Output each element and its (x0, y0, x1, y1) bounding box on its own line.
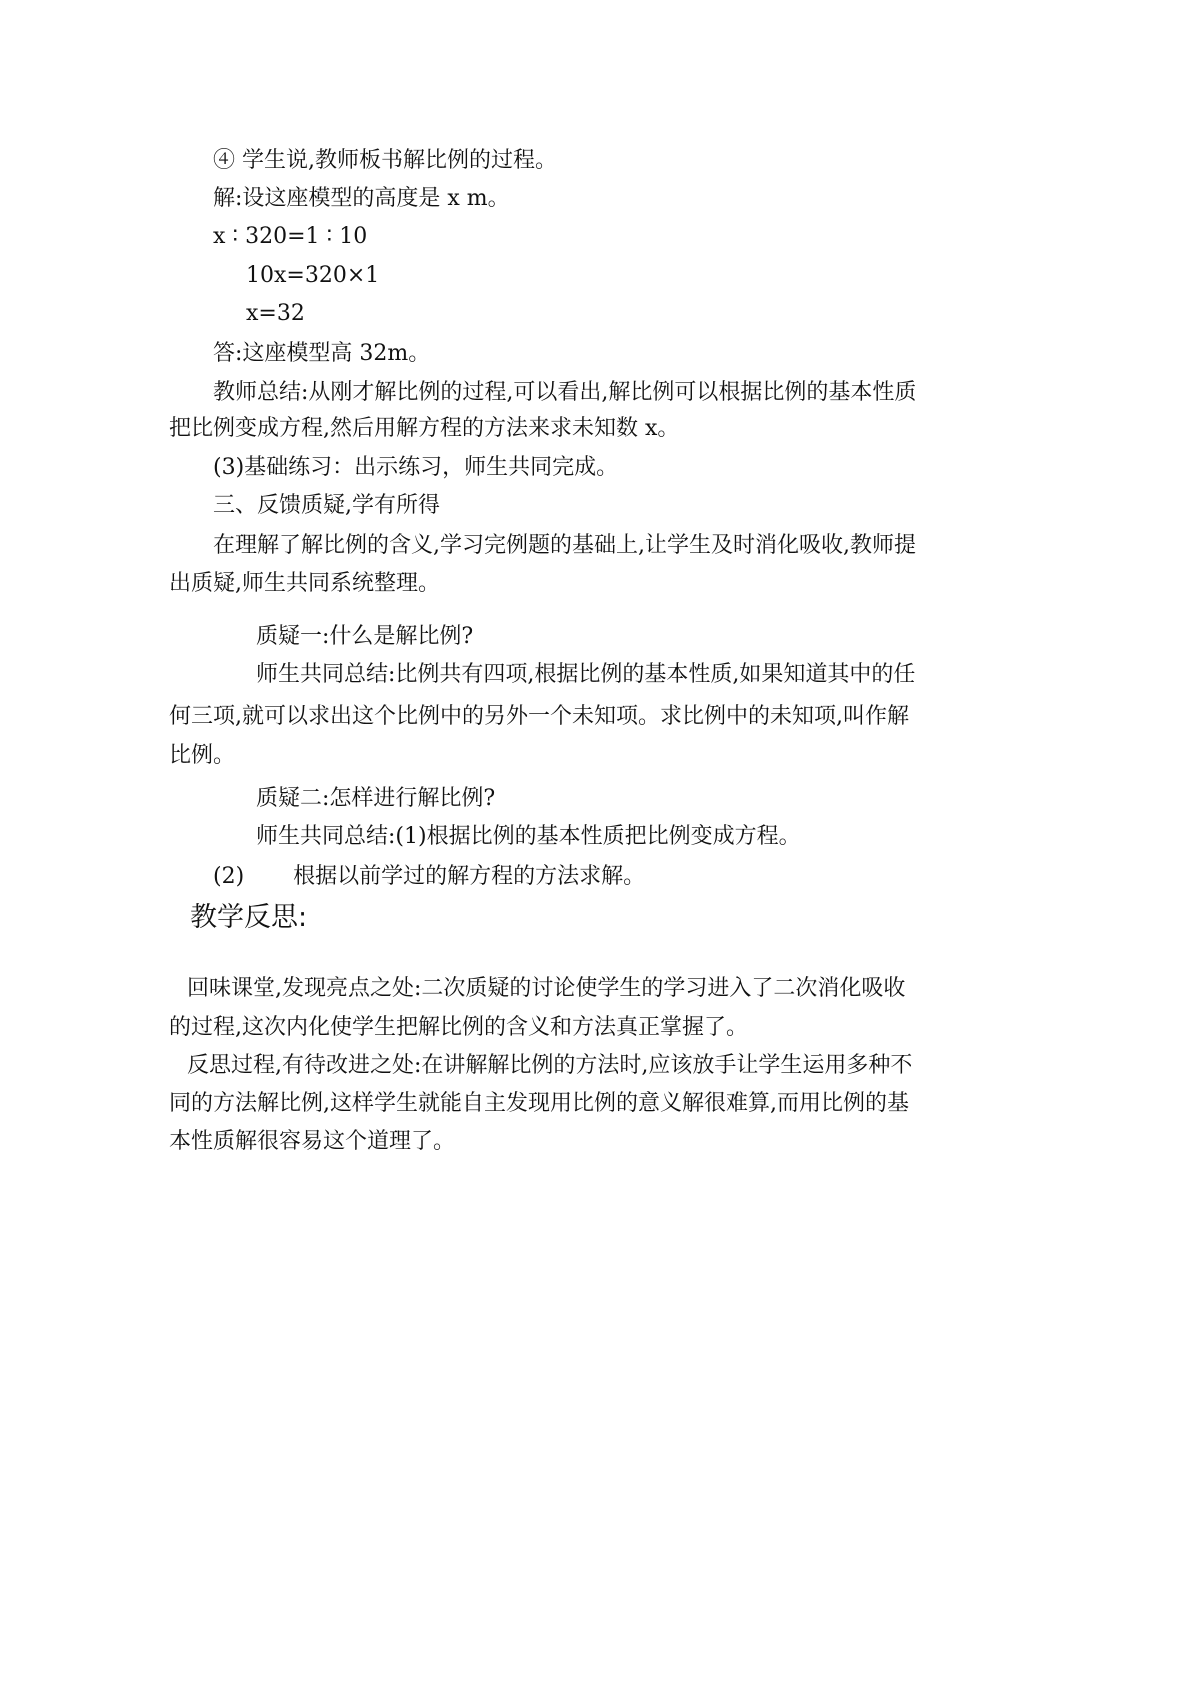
equation-step-1: 10x=320×1 (246, 263, 380, 288)
joint-summary-1-line-3: 比例。 (169, 743, 236, 768)
question-two: 质疑二:怎样进行解比例? (256, 786, 496, 811)
answer-line: 答:这座模型高 32m。 (213, 341, 431, 366)
joint-summary-1-line-1: 师生共同总结:比例共有四项,根据比例的基本性质,如果知道其中的任 (256, 662, 916, 687)
question-one: 质疑一:什么是解比例? (256, 624, 474, 649)
section-three-heading: 三、反馈质疑,学有所得 (213, 493, 440, 518)
proportion-equation: x ∶ 320=1 ∶ 10 (213, 224, 368, 249)
reflection-line-3: 反思过程,有待改进之处:在讲解解比例的方法时,应该放手让学生运用多种不 (187, 1053, 913, 1078)
paragraph-line-2: 出质疑,师生共同系统整理。 (169, 571, 440, 596)
reflection-line-2: 的过程,这次内化使学生把解比例的含义和方法真正掌握了。 (169, 1015, 748, 1040)
basic-practice: (3)基础练习：出示练习，师生共同完成。 (213, 455, 619, 480)
paragraph-line-1: 在理解了解比例的含义,学习完例题的基础上,让学生及时消化吸收,教师提 (213, 533, 916, 558)
joint-summary-2-line-2: (2) 根据以前学过的解方程的方法求解。 (213, 864, 646, 889)
solution-setup: 解:设这座模型的高度是 x m。 (213, 186, 510, 211)
reflection-line-5: 本性质解很容易这个道理了。 (169, 1129, 456, 1154)
joint-summary-1-line-2: 何三项,就可以求出这个比例中的另外一个未知项。求比例中的未知项,叫作解 (169, 704, 909, 729)
reflection-line-1: 回味课堂,发现亮点之处:二次质疑的讨论使学生的学习进入了二次消化吸收 (187, 976, 906, 1001)
joint-summary-2-line-1: 师生共同总结:(1)根据比例的基本性质把比例变成方程。 (256, 824, 801, 849)
reflection-line-4: 同的方法解比例,这样学生就能自主发现用比例的意义解很难算,而用比例的基 (169, 1091, 909, 1116)
equation-step-2: x=32 (246, 301, 305, 326)
teacher-summary-line-1: 教师总结:从刚才解比例的过程,可以看出,解比例可以根据比例的基本性质 (213, 380, 917, 405)
teacher-summary-line-2: 把比例变成方程,然后用解方程的方法来求未知数 x。 (169, 416, 680, 441)
reflection-heading: 教学反思: (190, 902, 308, 933)
step-4-text: ④ 学生说,教师板书解比例的过程。 (213, 148, 557, 173)
